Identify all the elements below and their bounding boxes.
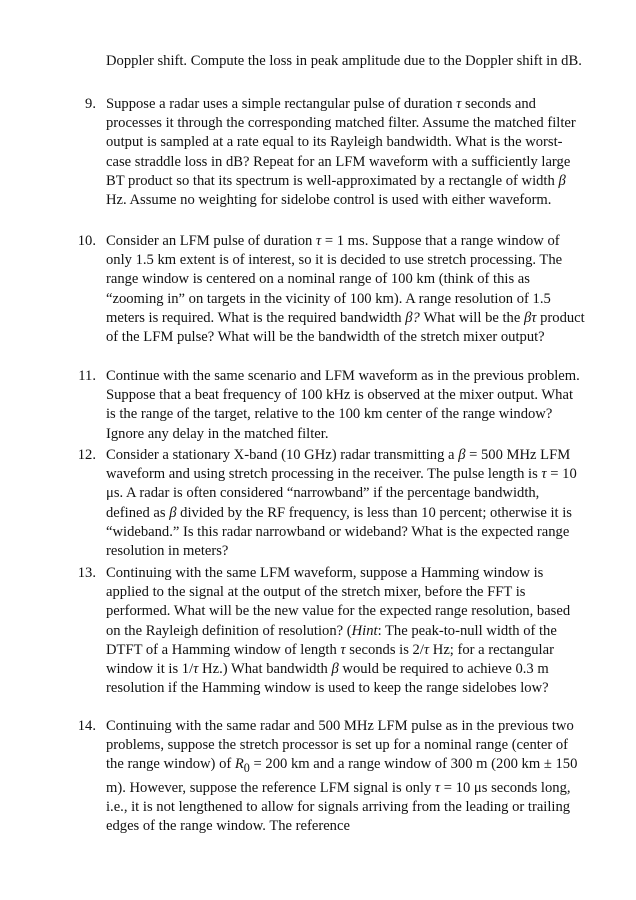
problem-number: 12. (77, 447, 96, 463)
problem-text: Suppose a radar uses a simple rectangular pulse of duration τ seconds and processes it through the corresponding matched filter. Assume the matched filter output is sampled at a rate equal to its Rayleigh bandwidth. What is the worst-case straddle loss in dB? Repeat for an LFM waveform with a sufficiently large BT product so that its spectrum is well-approximated by a rectangle of width β Hz. Assume no weighting for sidelobe control is used with either waveform. (106, 96, 576, 209)
problem-text: Consider an LFM pulse of duration τ = 1 ms. Suppose that a range window of only 1.5 km extent is of interest, so it is decided to use stretch processing. The range window is centered on a nominal range of 100 km (think of this as “zooming in” on targets in the vicinity of 100 km). A range resolution of 1.5 meters is required. What is the required bandwidth β? What will be the βτ product of the LFM pulse? What will be the bandwidth of the stretch mixer output? (106, 233, 585, 346)
problem-number: 14. (77, 718, 96, 734)
problem-13 (0, 564, 586, 698)
problem-text: Consider a stationary X-band (10 GHz) radar transmitting a β = 500 MHz LFM waveform and using stretch processing in the receiver. The pulse length is τ = 10 μs. A radar is often considered “narrowband” if the percentage bandwidth, defined as β divided by the RF frequency, is less than 10 percent; otherwise it is “wideband.” Is this radar narrowband or wideband? What is the expected range resolution in meters? (106, 447, 577, 560)
problem-number: 13. (77, 565, 96, 581)
problem-9 (0, 95, 586, 210)
problem-text: Continue with the same scenario and LFM waveform as in the previous problem. Suppose that a beat frequency of 100 kHz is observed at the mixer output. What is the range of the target, relative to the 100 km center of the range window? Ignore any delay in the matched filter. (106, 368, 580, 442)
problem-text: Continuing with the same LFM waveform, suppose a Hamming window is applied to the signal at the output of the stretch mixer, before the FFT is performed. What will be the new value for the expected range resolution, based on the Rayleigh definition of resolution? (Hint: The peak-to-null width of the DTFT of a Hamming window of length τ seconds is 2/τ Hz; for a rectangular window it is 1/τ Hz.) What bandwidth β would be required to achieve 0.3 m resolution if the Hamming window is used to keep the range sidelobes low? (106, 565, 571, 697)
problem-12 (0, 446, 586, 561)
problem-14 (0, 717, 586, 836)
problem-11 (0, 367, 586, 444)
problem-8-continuation: Doppler shift. Compute the loss in peak amplitude due to the Doppler shift in dB. (106, 53, 582, 69)
problem-number: 9. (85, 96, 96, 112)
problem-10 (0, 232, 586, 347)
problem-number: 10. (77, 233, 96, 249)
problem-number: 11. (78, 368, 96, 384)
problem-text: Continuing with the same radar and 500 MHz LFM pulse as in the previous two problems, suppose the stretch processor is set up for a nominal range (center of the range window) of $R_0 = 200$ km and a range window of 300 m (200 km ± 150 m). However, suppose the reference LFM signal is only τ = 10 μs seconds long, i.e., it is not lengthened to allow for signals arriving from the leading or trailing edges of the range window. The reference (106, 718, 578, 834)
